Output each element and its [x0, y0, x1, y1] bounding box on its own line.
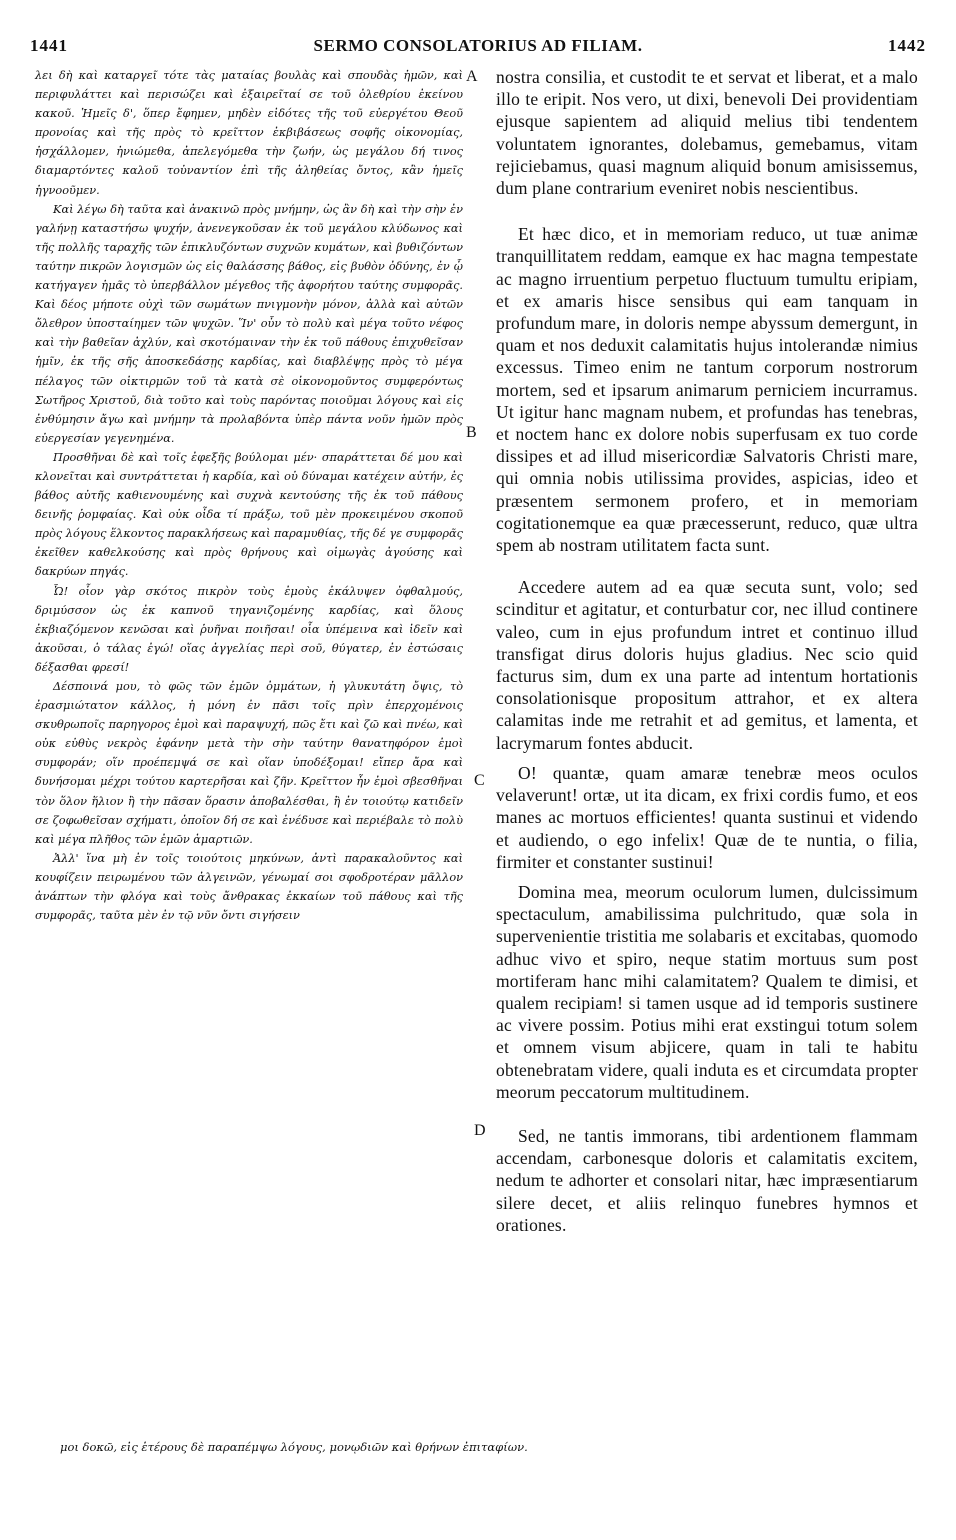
greek-paragraph: Δέσποινά μου, τὸ φῶς τῶν ἐμῶν ὀμμάτων, ἡ γλυκυτάτη ὄψις, τὸ ἐρασμιώτατον κάλλος, ἡ μόνη ἐν πᾶσι τοῖς πρὶν ἐπερχομένοις σκυθρωποῖς παρηγορος ἐμοὶ καὶ παραψυχή, πῶς ἔτι καὶ ζῶ καὶ πνέω, καὶ οὐκ εὐθὺς νεκρὸς ἐφάνην μετὰ τὴν σὴν ταύτην θανατηφόρον ἐμοὶ συμφοράν; οἵν προέπεμψά σε καὶ οἵαν ὑποδέξομαι! εἴπερ ἄρα καὶ δυνήσομαι μέχρι τούτου καρτερῆσαι καὶ ζῆν. Κρεῖττον ἦν ἐμοὶ σβεσθῆναι τὸν ὅλον ἥλιον ἢ τὴν πᾶσαν ὅρασιν ἀποβαλέσθαι, ἢ ἐν τοιούτῳ κατιδεῖν σε ζοφωθεῖσαν σχήματι, ὁποῖον δή σε καὶ ἐνέδυσε καὶ περιέβαλε τὸ πολὺ καὶ μέγα πλῆθος τῶν ἐμῶν ἁμαρτιῶν. — [35, 680, 463, 846]
greek-closing-line: μοι δοκῶ, εἰς ἑτέρους δὲ παραπέμψω λόγους, μονῳδιῶν καὶ θρήνων ἐπιταφίων. — [60, 1440, 528, 1454]
latin-paragraph: Domina mea, meorum oculorum lumen, dulcissimum spectaculum, amabilissima pulchritudo, quæ sola in supervenientie tristitia me solabaris et excitabas, quomodo adhuc vivo et spiro, neque statim mortuus sum post mortiferam hanc mihi calamitatem? Qualem te dimisi, et qualem recipiam! si tamen usque ad id temporis sustinere ac vivere possim. Potius mihi erat exstingui totum solem et omnem visum abjicere, quam in tali te habitu obtenebratam videre, quali induta es et circumdata propter meorum peccatorum multitudinem. — [496, 881, 918, 1102]
greek-paragraph: λει δὴ καὶ καταργεῖ τότε τὰς ματαίας βουλὰς καὶ σπουδὰς ἡμῶν, καὶ περιφυλάττει καὶ περισώζει καὶ ἐξαιρεῖταί σε τοῦ ὀλεθρίου ἐκείνου κακοῦ. Ἡμεῖς δ', ὅπερ ἔφημεν, μηδὲν εἰδότες τῆς τοῦ εὐεργέτου Θεοῦ προνοίας καὶ τῆς πρὸς τὸ κρεῖττον ἐκβιβάσεως σοφῆς οἰκονομίας, ἠσχάλλομεν, ἠνιώμεθα, ἀπελεγόμεθα τὴν ζωήν, ὡς μεγάλου δή τινος διαμαρτόντες καλοῦ τοὐναντίον ἐπὶ τῆς ἀληθείας ὄντος, κἂν ἡμεῖς ἠγνοοῦμεν. — [35, 69, 463, 197]
margin-marker-b: B — [466, 424, 477, 441]
latin-paragraph: Sed, ne tantis immorans, tibi ardentionem flammam accendam, carbonesque doloris et calamitatis excitem, nedum te adhorter et consolari nitar, hæc impræsentiarum silere decet, et aliis relinquo funebres hymnos et orationes. — [496, 1125, 918, 1235]
right-page-number: 1442 — [888, 36, 926, 55]
greek-column — [35, 66, 463, 925]
latin-paragraph: Et hæc dico, et in memoriam reduco, ut tuæ animæ tranquillitatem reddam, eamque ex hac magna tempestate ac magno irruentium perpetuo fluctuum tumultu eripiam, et ex amaris hisce sensibus qui eam tanquam in profundum mare, in doloris nempe abyssum demergunt, in quam et nos deduxit calamitatis hujus intolerandæ nimius excessus. Timeo enim ne tantum corporum nostrorum mortem, sed et ipsarum animarum perniciem incurramus. Ut igitur hanc magnam nubem, et profundas has tenebras, et noctem hanc ex dolore nobis superfusam ex tuo corde dissipes et ad illud misericordiæ Salvatoris Christi mare, qui omnia nobis utilissima provides, aspicias, ideo et præsentem sermonem profero, et in memoriam cogitationemque ea quæ præcesserunt, reduco, quæ ultra spem ab nostram utilitatem facta sunt. — [496, 224, 918, 556]
latin-paragraph: Accedere autem ad ea quæ secuta sunt, volo; sed scinditur et agitatur, et conturbatur cor, nec illud continere valeo, cum in ejus profundum intret et continuo illud transfigat dirus doloris hujus gladius. Nec scio quid facturus sim, dum ex una parte ad intentum hortationis consolationisque propositum attrahor, et ex altera calamitas inde me retrahit et ad gemitus, et lamenta, et lacrymarum fontes abducit. — [496, 577, 918, 753]
left-page-number: 1441 — [30, 36, 68, 55]
page-header — [30, 36, 926, 58]
margin-marker-c: C — [474, 772, 485, 789]
greek-paragraph: Καὶ λέγω δὴ ταῦτα καὶ ἀνακινῶ πρὸς μνήμην, ὡς ἂν δὴ καὶ τὴν σὴν ἐν γαλήνῃ καταστήσω ψυχήν, ἀνενεγκοῦσαν ἐκ τοῦ μεγάλου κλύδωνος καὶ τῆς πολλῆς ταραχῆς τῶν ἐπικλυζόντων συχνῶν κυμάτων, καὶ βυθιζόντων ταύτην πικρῶν λογισμῶν ὡς εἰς θαλάσσης βάθος, εἰς βυθὸν ὀδύνης, ἐν ᾧ κατήγαγεν ἡμᾶς τὸ ὑπερβάλλον μέγεθος τῆς ἀφορήτου ταύτης συμφορᾶς. Καὶ δέος μήποτε οὐχὶ τῶν σωμάτων πνιγμονὴν μόνον, ἀλλὰ καὶ αὐτῶν ὄλεθρον ὑποσταίημεν τῶν ψυχῶν. Ἵν' οὖν τὸ πολὺ καὶ μέγα τοῦτο νέφος καὶ τὴν βαθεῖαν ἀχλύν, καὶ σκοτόμαιναν τὴν ἐκ τοῦ πάθους ἐπιχυθεῖσαν ἡμῖν, ἐκ τῆς σῆς ἀποσκεδάσῃς καρδίας, καὶ διαβλέψῃς πρὸς τὸ μέγα πέλαγος τῶν οἰκτιρμῶν τοῦ τὰ κατὰ σὲ οἰκονομοῦντος συμφερόντως Σωτῆρος Χριστοῦ, διὰ τοῦτο καὶ τοὺς παρόντας ποιοῦμαι λόγους καὶ εἰς ἐνθύμησιν ἄγω καὶ μνήμην τὰ προλαβόντα ὑπὲρ πάντα νοῦν ἡμῶν πρὸς εὐεργεσίαν γεγενημένα. — [35, 202, 463, 445]
greek-paragraph: Προσθῆναι δὲ καὶ τοῖς ἐφεξῆς βούλομαι μέν· σπαράττεται δέ μου καὶ κλονεῖται καὶ συντράττεται ἡ καρδία, καὶ οὐ δύναμαι κατέχειν αὐτήν, ἐς βάθος αὐτῆς καθιενουμένης καὶ συχνὰ κεντούσης τῆς ἐκ τοῦ πάθους δεινῆς ῥομφαίας. Καὶ οὐκ οἶδα τί πράξω, τοῦ μὲν προκειμένου σκοποῦ πρὸς λόγους ἕλκοντος παρακλήσεως καὶ παραμυθίας, τῆς δέ γε συμφορᾶς ἐκεῖθεν καθελκούσης καὶ πρὸς θρήνους καὶ οἰμωγὰς ἀγούσης καὶ δακρύων πηγάς. — [35, 450, 463, 579]
greek-paragraph: Ἀλλ' ἵνα μὴ ἐν τοῖς τοιούτοις μηκύνων, ἀντὶ παρακαλοῦντος καὶ κουφίζειν πειρωμένου τῶν ἀλγεινῶν, γένωμαί σοι σφοδροτέραν μᾶλλον ἀνάπτων τὴν φλόγα καὶ τοὺς ἄνθρακας ἐκκαίων τοῦ πάθους καὶ τῆς συμφορᾶς, ταῦτα μὲν ἐν τῷ νῦν ὄντι σιγήσειν — [35, 851, 463, 923]
margin-marker-a: A — [466, 68, 478, 85]
greek-paragraph: Ὦ! οἷον γὰρ σκότος πικρὸν τοὺς ἐμοὺς ἐκάλυψεν ὀφθαλμούς, δριμύσσον ὡς ἐκ καπνοῦ τηγανιζομένης καρδίας, καὶ ὅλους ἐκβιαζόμενον κενῶσαι καὶ ῥυῆναι ποιῆσαι! οἷα ὑπέμεινα καὶ ἰδεῖν καὶ ἀκοῦσαι, ὁ τάλας ἐγώ! οἵας ἀγγελίας περὶ σοῦ, θύγατερ, ἐν ἐστώσαις δέξασθαι φρεσί! — [35, 584, 463, 674]
latin-paragraph: O! quantæ, quam amaræ tenebræ meos oculos velaverunt! ortæ, ut ita dicam, ex frixi cordis fumo, et eos manes ac mortuos efficientes! quanta sustinui et videndo et audiendo, o ego infelix! Quæ de te nuntia, o filia, firmiter et constanter sustinui! — [496, 762, 918, 872]
latin-paragraph: nostra consilia, et custodit te et servat et liberat, et a malo illo te eripit. Nos vero, ut dixi, benevoli Dei providentiam ejusque sapientem ad aliquid melius tibi tendentem voluntatem ignorantes, dolebamus, gemebamus, vitam rejiciebamus, quasi magnum aliquid bonum amisissemus, dum plane contrarium eveniret nobis nescientibus. — [496, 67, 918, 199]
running-title: SERMO CONSOLATORIUS AD FILIAM. — [313, 36, 643, 55]
latin-column — [496, 66, 918, 1236]
margin-marker-d: D — [474, 1122, 486, 1139]
